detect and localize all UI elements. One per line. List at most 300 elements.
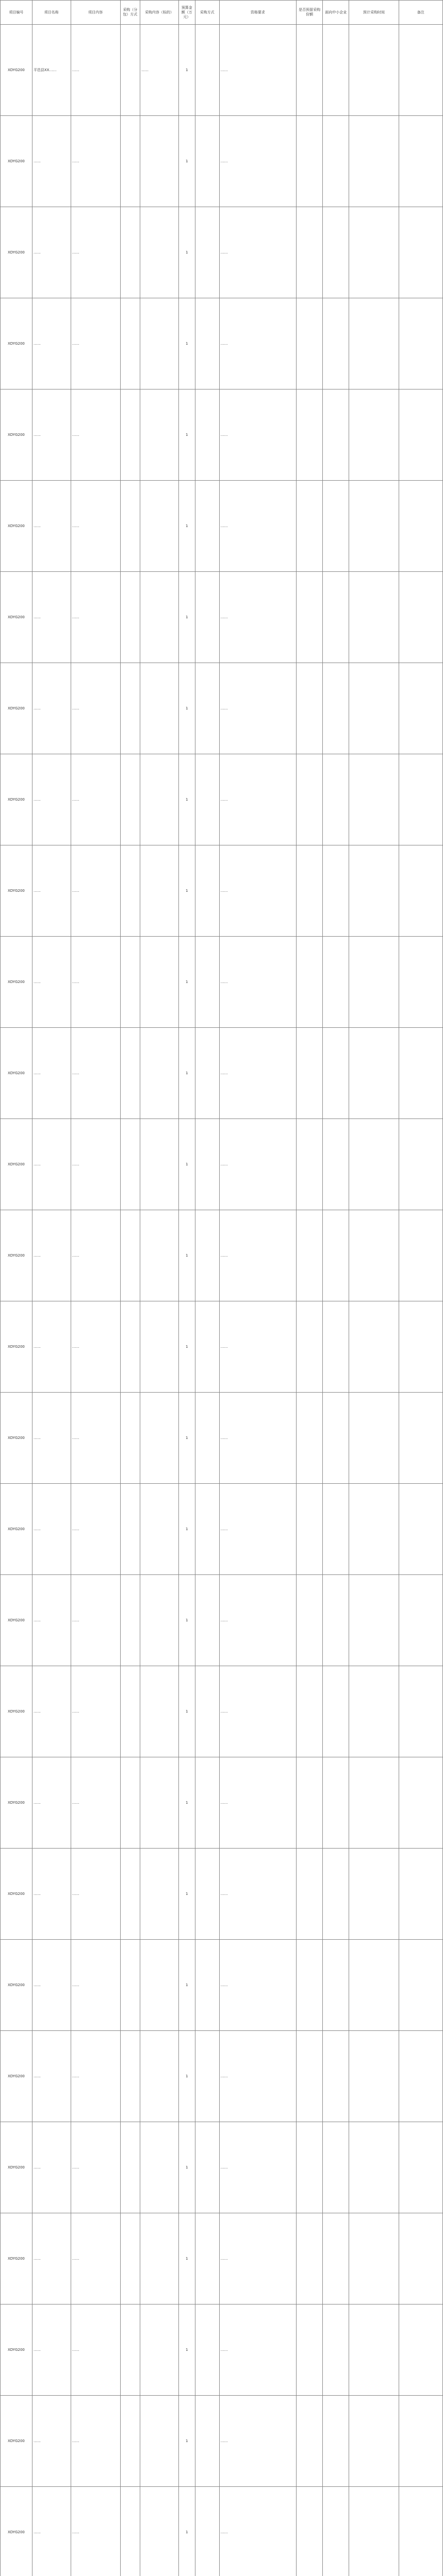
table-cell-m1	[120, 1393, 140, 1484]
table-row	[1, 1301, 443, 1393]
table-cell-id: XDYG200	[1, 1484, 32, 1575]
table-cell-note	[399, 298, 442, 389]
table-cell-m2	[140, 2487, 179, 2576]
table-cell-n: 1	[178, 2213, 195, 2304]
table-cell-budget	[195, 207, 219, 298]
table-cell-m1	[120, 1575, 140, 1666]
table-cell-budget	[195, 1666, 219, 1757]
table-cell-m2	[140, 1119, 179, 1210]
table-cell-mid	[323, 1849, 349, 1940]
table-cell-qual: ……	[219, 1028, 296, 1119]
table-row	[1, 1940, 443, 2031]
table-cell-m1	[120, 2396, 140, 2487]
table-cell-m2	[140, 572, 179, 663]
table-cell-n: 1	[178, 1575, 195, 1666]
table-cell-note	[399, 2304, 442, 2396]
table-cell-pre	[297, 1301, 323, 1393]
table-cell-pre	[297, 572, 323, 663]
table-cell-name: ……	[32, 1210, 71, 1301]
table-cell-pre	[297, 2304, 323, 2396]
table-cell-n: 1	[178, 754, 195, 845]
table-cell-mid	[323, 754, 349, 845]
table-cell-m2	[140, 754, 179, 845]
table-cell-pre	[297, 2396, 323, 2487]
table-cell-n: 1	[178, 25, 195, 116]
table-cell-budget	[195, 845, 219, 937]
table-body	[1, 25, 443, 2576]
table-cell-note	[399, 25, 442, 116]
table-cell-name: ……	[32, 1757, 71, 1849]
table-cell-id: XDYG200	[1, 845, 32, 937]
table-cell-m1	[120, 207, 140, 298]
table-cell-budget	[195, 2213, 219, 2304]
table-cell-m2	[140, 2031, 179, 2122]
table-cell-note	[399, 2031, 442, 2122]
table-cell-m1	[120, 1028, 140, 1119]
table-cell-id: XDYG200	[1, 2304, 32, 2396]
table-cell-content: ……	[71, 25, 120, 116]
table-cell-id: XDYG200	[1, 1119, 32, 1210]
table-cell-note	[399, 207, 442, 298]
table-cell-m2	[140, 937, 179, 1028]
header-cell: 项目名称	[32, 1, 71, 25]
table-cell-qual: ……	[219, 2396, 296, 2487]
table-cell-time	[349, 663, 399, 754]
table-cell-name: ……	[32, 2031, 71, 2122]
table-cell-note	[399, 1393, 442, 1484]
table-cell-mid	[323, 2213, 349, 2304]
table-cell-mid	[323, 481, 349, 572]
table-cell-content: ……	[71, 389, 120, 481]
table-row	[1, 298, 443, 389]
table-cell-mid	[323, 1210, 349, 1301]
table-cell-name: ……	[32, 2396, 71, 2487]
table-cell-n: 1	[178, 1210, 195, 1301]
table-cell-m1	[120, 754, 140, 845]
table-cell-qual: ……	[219, 2487, 296, 2576]
table-cell-n: 1	[178, 481, 195, 572]
table-cell-time	[349, 2031, 399, 2122]
table-cell-id: XDYG200	[1, 1757, 32, 1849]
table-cell-content: ……	[71, 481, 120, 572]
table-cell-mid	[323, 1028, 349, 1119]
table-cell-budget	[195, 2396, 219, 2487]
table-cell-content: ……	[71, 1849, 120, 1940]
table-cell-id: XDYG200	[1, 1940, 32, 2031]
table-cell-content: ……	[71, 2213, 120, 2304]
table-row	[1, 1119, 443, 1210]
table-cell-n: 1	[178, 2031, 195, 2122]
table-cell-m2	[140, 207, 179, 298]
table-cell-mid	[323, 845, 349, 937]
table-cell-time	[349, 1940, 399, 2031]
table-cell-note	[399, 1119, 442, 1210]
table-cell-pre	[297, 1119, 323, 1210]
table-row	[1, 1757, 443, 1849]
table-cell-m1	[120, 1301, 140, 1393]
table-row	[1, 207, 443, 298]
table-cell-m1	[120, 2213, 140, 2304]
table-cell-content: ……	[71, 1393, 120, 1484]
table-cell-time	[349, 1575, 399, 1666]
table-cell-budget	[195, 116, 219, 207]
table-cell-m2	[140, 1210, 179, 1301]
table-cell-budget	[195, 754, 219, 845]
header-cell: 采购内容（标的）	[140, 1, 179, 25]
table-cell-budget	[195, 1028, 219, 1119]
table-cell-m1	[120, 1849, 140, 1940]
table-cell-budget	[195, 1849, 219, 1940]
table-cell-n: 1	[178, 937, 195, 1028]
table-cell-n: 1	[178, 116, 195, 207]
table-cell-name: ……	[32, 298, 71, 389]
table-cell-budget	[195, 2031, 219, 2122]
table-cell-qual: ……	[219, 1210, 296, 1301]
table-cell-m2	[140, 2122, 179, 2213]
header-row	[1, 1, 443, 25]
table-row	[1, 481, 443, 572]
table-cell-n: 1	[178, 1666, 195, 1757]
table-cell-id: XDYG200	[1, 389, 32, 481]
table-cell-m2	[140, 1849, 179, 1940]
table-row	[1, 25, 443, 116]
table-cell-qual: ……	[219, 1301, 296, 1393]
table-cell-time	[349, 2213, 399, 2304]
table-cell-pre	[297, 1757, 323, 1849]
table-cell-note	[399, 1575, 442, 1666]
table-cell-note	[399, 389, 442, 481]
table-cell-time	[349, 937, 399, 1028]
table-cell-time	[349, 298, 399, 389]
table-cell-qual: ……	[219, 481, 296, 572]
table-cell-id: XDYG200	[1, 1210, 32, 1301]
table-cell-content: ……	[71, 116, 120, 207]
table-cell-content: ……	[71, 2487, 120, 2576]
table-cell-m2	[140, 1666, 179, 1757]
table-cell-content: ……	[71, 1484, 120, 1575]
table-cell-name: ……	[32, 1301, 71, 1393]
table-cell-mid	[323, 1666, 349, 1757]
table-cell-budget	[195, 2122, 219, 2213]
table-cell-m1	[120, 2122, 140, 2213]
table-cell-pre	[297, 298, 323, 389]
table-cell-mid	[323, 1301, 349, 1393]
table-cell-pre	[297, 663, 323, 754]
table-cell-name: ……	[32, 1484, 71, 1575]
table-cell-qual: ……	[219, 1393, 296, 1484]
table-cell-id: XDYG200	[1, 25, 32, 116]
table-cell-time	[349, 1028, 399, 1119]
table-cell-n: 1	[178, 845, 195, 937]
table-cell-content: ……	[71, 937, 120, 1028]
table-cell-note	[399, 845, 442, 937]
table-cell-qual: ……	[219, 1484, 296, 1575]
table-cell-m2	[140, 1757, 179, 1849]
table-cell-name: ……	[32, 572, 71, 663]
table-cell-pre	[297, 1575, 323, 1666]
table-cell-pre	[297, 1393, 323, 1484]
table-cell-n: 1	[178, 298, 195, 389]
table-cell-mid	[323, 663, 349, 754]
table-cell-pre	[297, 116, 323, 207]
table-cell-id: XDYG200	[1, 207, 32, 298]
table-cell-time	[349, 116, 399, 207]
table-cell-id: XDYG200	[1, 2396, 32, 2487]
table-cell-name: ……	[32, 937, 71, 1028]
table-row	[1, 937, 443, 1028]
table-cell-m1	[120, 1210, 140, 1301]
table-cell-note	[399, 754, 442, 845]
table-cell-pre	[297, 1028, 323, 1119]
table-cell-m1	[120, 2031, 140, 2122]
table-cell-content: ……	[71, 1940, 120, 2031]
table-cell-content: ……	[71, 2304, 120, 2396]
table-cell-qual: ……	[219, 937, 296, 1028]
table-cell-budget	[195, 663, 219, 754]
table-cell-m1	[120, 1757, 140, 1849]
table-cell-pre	[297, 1940, 323, 2031]
table-row	[1, 663, 443, 754]
table-cell-mid	[323, 937, 349, 1028]
table-cell-budget	[195, 1210, 219, 1301]
table-cell-pre	[297, 1849, 323, 1940]
table-cell-id: XDYG200	[1, 2487, 32, 2576]
table-cell-time	[349, 2396, 399, 2487]
table-cell-qual: ……	[219, 1575, 296, 1666]
table-cell-content: ……	[71, 1575, 120, 1666]
table-cell-m1	[120, 481, 140, 572]
table-cell-qual: ……	[219, 2304, 296, 2396]
table-cell-m1	[120, 389, 140, 481]
table-cell-time	[349, 1393, 399, 1484]
table-row	[1, 1849, 443, 1940]
table-cell-note	[399, 1849, 442, 1940]
table-cell-time	[349, 572, 399, 663]
table-cell-mid	[323, 1119, 349, 1210]
table-cell-budget	[195, 1940, 219, 2031]
table-cell-n: 1	[178, 389, 195, 481]
table-cell-time	[349, 1301, 399, 1393]
table-cell-name: ……	[32, 663, 71, 754]
table-cell-m2	[140, 1484, 179, 1575]
table-cell-mid	[323, 572, 349, 663]
table-cell-m2	[140, 1940, 179, 2031]
table-cell-mid	[323, 2396, 349, 2487]
table-cell-name: ……	[32, 2487, 71, 2576]
header-cell: 备注	[399, 1, 442, 25]
table-cell-id: XDYG200	[1, 2031, 32, 2122]
table-cell-name: ……	[32, 1028, 71, 1119]
table-cell-m2	[140, 1301, 179, 1393]
table-cell-m1	[120, 663, 140, 754]
table-cell-note	[399, 2396, 442, 2487]
table-cell-n: 1	[178, 1849, 195, 1940]
table-row	[1, 2031, 443, 2122]
table-cell-pre	[297, 1666, 323, 1757]
table-cell-note	[399, 2213, 442, 2304]
table-cell-qual: ……	[219, 298, 296, 389]
table-cell-name: ……	[32, 1575, 71, 1666]
table-cell-name: ……	[32, 845, 71, 937]
table-cell-mid	[323, 207, 349, 298]
table-cell-name: ……	[32, 2213, 71, 2304]
table-row	[1, 2396, 443, 2487]
table-cell-name: ……	[32, 1940, 71, 2031]
table-cell-id: XDYG200	[1, 1666, 32, 1757]
table-cell-n: 1	[178, 1940, 195, 2031]
table-cell-n: 1	[178, 2304, 195, 2396]
table-cell-m2	[140, 845, 179, 937]
table-cell-note	[399, 1301, 442, 1393]
table-cell-id: XDYG200	[1, 2122, 32, 2213]
table-cell-time	[349, 25, 399, 116]
table-cell-m2	[140, 1393, 179, 1484]
table-cell-budget	[195, 298, 219, 389]
table-cell-m2: ……	[140, 25, 179, 116]
table-cell-pre	[297, 845, 323, 937]
table-row	[1, 1484, 443, 1575]
table-cell-id: XDYG200	[1, 1028, 32, 1119]
table-cell-time	[349, 754, 399, 845]
table-cell-pre	[297, 2213, 323, 2304]
table-cell-m2	[140, 2396, 179, 2487]
table-cell-m2	[140, 389, 179, 481]
table-cell-mid	[323, 1940, 349, 2031]
table-cell-m1	[120, 845, 140, 937]
header-cell: 项目编号	[1, 1, 32, 25]
table-cell-name: ……	[32, 1119, 71, 1210]
table-cell-pre	[297, 2487, 323, 2576]
table-row	[1, 1393, 443, 1484]
table-cell-m1	[120, 298, 140, 389]
table-cell-qual: ……	[219, 2213, 296, 2304]
table-cell-n: 1	[178, 1301, 195, 1393]
table-cell-m1	[120, 1940, 140, 2031]
table-cell-content: ……	[71, 2122, 120, 2213]
header-cell: 面向中小企业	[323, 1, 349, 25]
table-cell-n: 1	[178, 207, 195, 298]
table-cell-note	[399, 937, 442, 1028]
table-cell-content: ……	[71, 1757, 120, 1849]
table-cell-name: ……	[32, 1393, 71, 1484]
table-cell-qual: ……	[219, 572, 296, 663]
table-cell-note	[399, 116, 442, 207]
table-cell-note	[399, 663, 442, 754]
table-cell-id: XDYG200	[1, 663, 32, 754]
table-cell-note	[399, 1940, 442, 2031]
table-cell-id: XDYG200	[1, 1849, 32, 1940]
table-cell-time	[349, 481, 399, 572]
table-cell-budget	[195, 25, 219, 116]
table-cell-mid	[323, 25, 349, 116]
table-cell-qual: ……	[219, 2031, 296, 2122]
table-cell-qual: ……	[219, 389, 296, 481]
table-cell-id: XDYG200	[1, 1393, 32, 1484]
table-cell-budget	[195, 389, 219, 481]
table-cell-id: XDYG200	[1, 2213, 32, 2304]
table-cell-content: ……	[71, 2031, 120, 2122]
table-cell-qual: ……	[219, 663, 296, 754]
table-cell-id: XDYG200	[1, 298, 32, 389]
table-cell-id: XDYG200	[1, 1301, 32, 1393]
table-cell-budget	[195, 1575, 219, 1666]
header-cell: 项目内容	[71, 1, 120, 25]
table-cell-note	[399, 572, 442, 663]
table-cell-m2	[140, 116, 179, 207]
table-cell-content: ……	[71, 754, 120, 845]
table-cell-mid	[323, 389, 349, 481]
table-cell-pre	[297, 25, 323, 116]
table-cell-note	[399, 2487, 442, 2576]
table-cell-qual: ……	[219, 116, 296, 207]
table-cell-content: ……	[71, 1666, 120, 1757]
table-cell-name: ……	[32, 389, 71, 481]
table-cell-time	[349, 389, 399, 481]
table-cell-mid	[323, 116, 349, 207]
table-cell-time	[349, 1210, 399, 1301]
table-cell-name: ……	[32, 1849, 71, 1940]
header-cell: 采购（分包）方式	[120, 1, 140, 25]
table-cell-note	[399, 1666, 442, 1757]
table-cell-n: 1	[178, 663, 195, 754]
table-row	[1, 2213, 443, 2304]
table-cell-pre	[297, 754, 323, 845]
table-cell-budget	[195, 1119, 219, 1210]
table-cell-n: 1	[178, 1393, 195, 1484]
table-cell-note	[399, 1028, 442, 1119]
table-cell-time	[349, 2122, 399, 2213]
table-cell-n: 1	[178, 2487, 195, 2576]
table-cell-id: XDYG200	[1, 1575, 32, 1666]
table-cell-content: ……	[71, 1210, 120, 1301]
table-cell-qual: ……	[219, 1757, 296, 1849]
table-cell-mid	[323, 1757, 349, 1849]
table-cell-budget	[195, 1757, 219, 1849]
table-cell-m2	[140, 298, 179, 389]
table-cell-content: ……	[71, 2396, 120, 2487]
table-cell-budget	[195, 1393, 219, 1484]
table-cell-name: 平邑县XX……	[32, 25, 71, 116]
table-cell-m1	[120, 937, 140, 1028]
table-cell-content: ……	[71, 1301, 120, 1393]
table-cell-m1	[120, 2487, 140, 2576]
table-cell-pre	[297, 1484, 323, 1575]
table-cell-m1	[120, 572, 140, 663]
table-cell-m2	[140, 2304, 179, 2396]
header-cell: 是否预留采购份额	[297, 1, 323, 25]
table-cell-qual: ……	[219, 1666, 296, 1757]
table-cell-note	[399, 1484, 442, 1575]
table-cell-time	[349, 1757, 399, 1849]
table-cell-budget	[195, 1301, 219, 1393]
table-cell-note	[399, 2122, 442, 2213]
table-cell-m2	[140, 1028, 179, 1119]
table-cell-content: ……	[71, 298, 120, 389]
table-cell-mid	[323, 2487, 349, 2576]
table-cell-name: ……	[32, 2122, 71, 2213]
table-cell-qual: ……	[219, 1940, 296, 2031]
table-cell-note	[399, 481, 442, 572]
table-cell-m1	[120, 116, 140, 207]
table-cell-time	[349, 1119, 399, 1210]
table-cell-pre	[297, 1210, 323, 1301]
table-cell-qual: ……	[219, 25, 296, 116]
table-row	[1, 845, 443, 937]
table-cell-name: ……	[32, 1666, 71, 1757]
table-cell-content: ……	[71, 1028, 120, 1119]
table-cell-pre	[297, 2122, 323, 2213]
table-cell-qual: ……	[219, 2122, 296, 2213]
